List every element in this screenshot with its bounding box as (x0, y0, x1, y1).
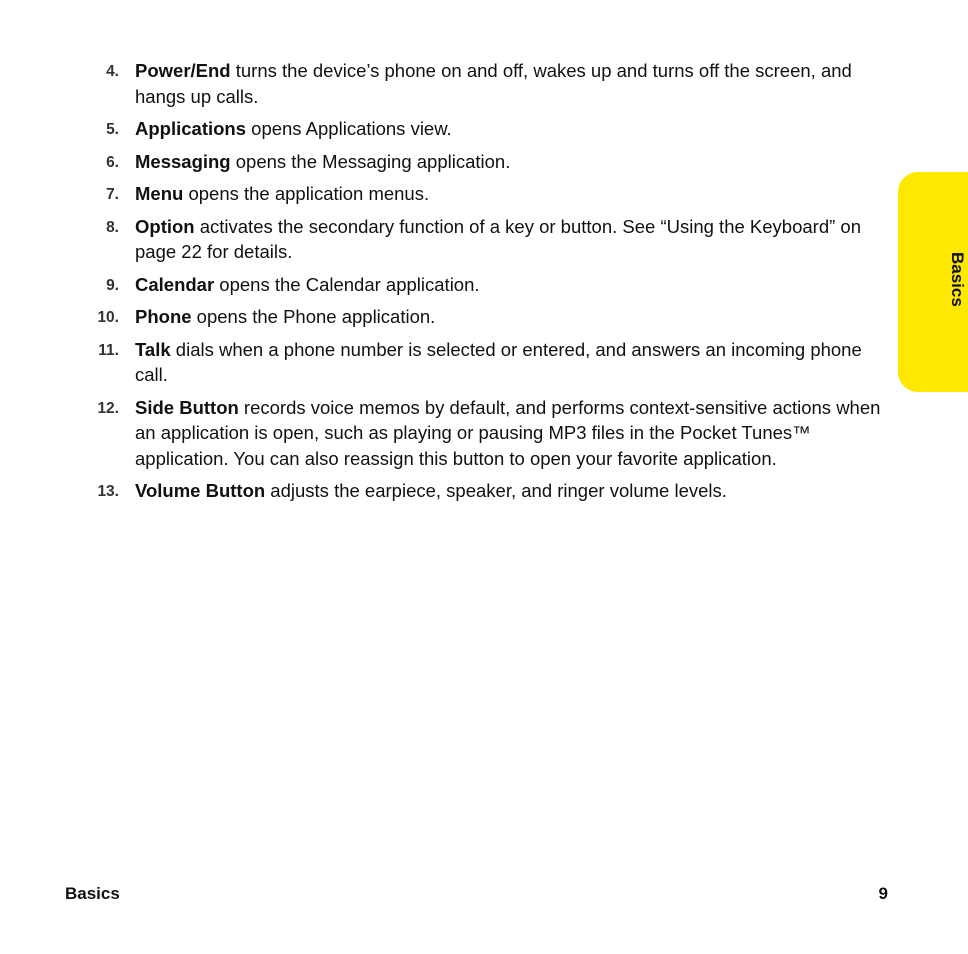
item-description: records voice memos by default, and performs context-sensitive actions when an application is open, such as playing or pausing MP3 files in the Pocket Tunes™ application. You can also reassign this button to open your favorite application. (135, 396, 881, 469)
item-body (135, 272, 887, 298)
item-description: opens the application menus. (183, 183, 430, 204)
item-body (135, 478, 887, 504)
item-body (135, 395, 887, 472)
list-item (0, 214, 954, 265)
list-item (0, 478, 954, 504)
list-item (0, 395, 954, 472)
item-description: dials when a phone number is selected or entered, and answers an incoming phone call. (135, 338, 862, 385)
item-term: Messaging (135, 150, 231, 172)
item-number: 13. (97, 483, 119, 500)
footer-page-number: 9 (878, 884, 888, 903)
item-number: 4. (106, 63, 119, 80)
item-term: Option (135, 215, 195, 237)
item-description: opens the Calendar application. (214, 273, 480, 295)
item-description: opens the Messaging application. (230, 150, 511, 172)
item-number: 6. (106, 153, 119, 171)
list-item (0, 272, 954, 298)
item-number: 8. (106, 218, 119, 236)
item-term: Calendar (135, 273, 215, 295)
item-number: 11. (98, 341, 119, 359)
item-term: Menu (135, 183, 184, 204)
item-description: turns the device’s phone on and off, wakes up and turns off the screen, and hangs up calls. (135, 60, 852, 107)
list-item (0, 304, 954, 330)
item-body (135, 214, 887, 265)
item-body (135, 181, 887, 207)
item-number: 9. (106, 276, 119, 294)
item-description: adjusts the earpiece, speaker, and ringer volume levels. (265, 480, 727, 501)
item-number: 5. (106, 121, 119, 138)
numbered-list (0, 58, 954, 511)
footer-section-title: Basics (65, 884, 120, 903)
item-body (135, 149, 887, 175)
item-description: activates the secondary function of a key or button. See “Using the Keyboard” on page 22 for details. (135, 215, 861, 262)
item-number: 12. (97, 399, 119, 417)
item-body (135, 337, 887, 388)
item-term: Talk (135, 338, 171, 360)
item-term: Volume Button (135, 480, 266, 501)
list-item (0, 149, 954, 175)
item-term: Power/End (135, 60, 231, 81)
item-term: Side Button (135, 396, 239, 418)
list-item (0, 116, 954, 142)
item-body (135, 58, 887, 109)
section-tab-label: Basics (948, 252, 967, 307)
item-number: 7. (106, 186, 119, 203)
item-term: Phone (135, 306, 192, 327)
item-body (135, 116, 887, 142)
list-item (0, 58, 954, 109)
item-number: 10. (97, 309, 119, 326)
item-body (135, 304, 887, 330)
list-item (0, 337, 954, 388)
list-item (0, 181, 954, 207)
item-description: opens Applications view. (246, 118, 452, 139)
item-description: opens the Phone application. (191, 306, 436, 327)
item-term: Applications (135, 118, 247, 139)
